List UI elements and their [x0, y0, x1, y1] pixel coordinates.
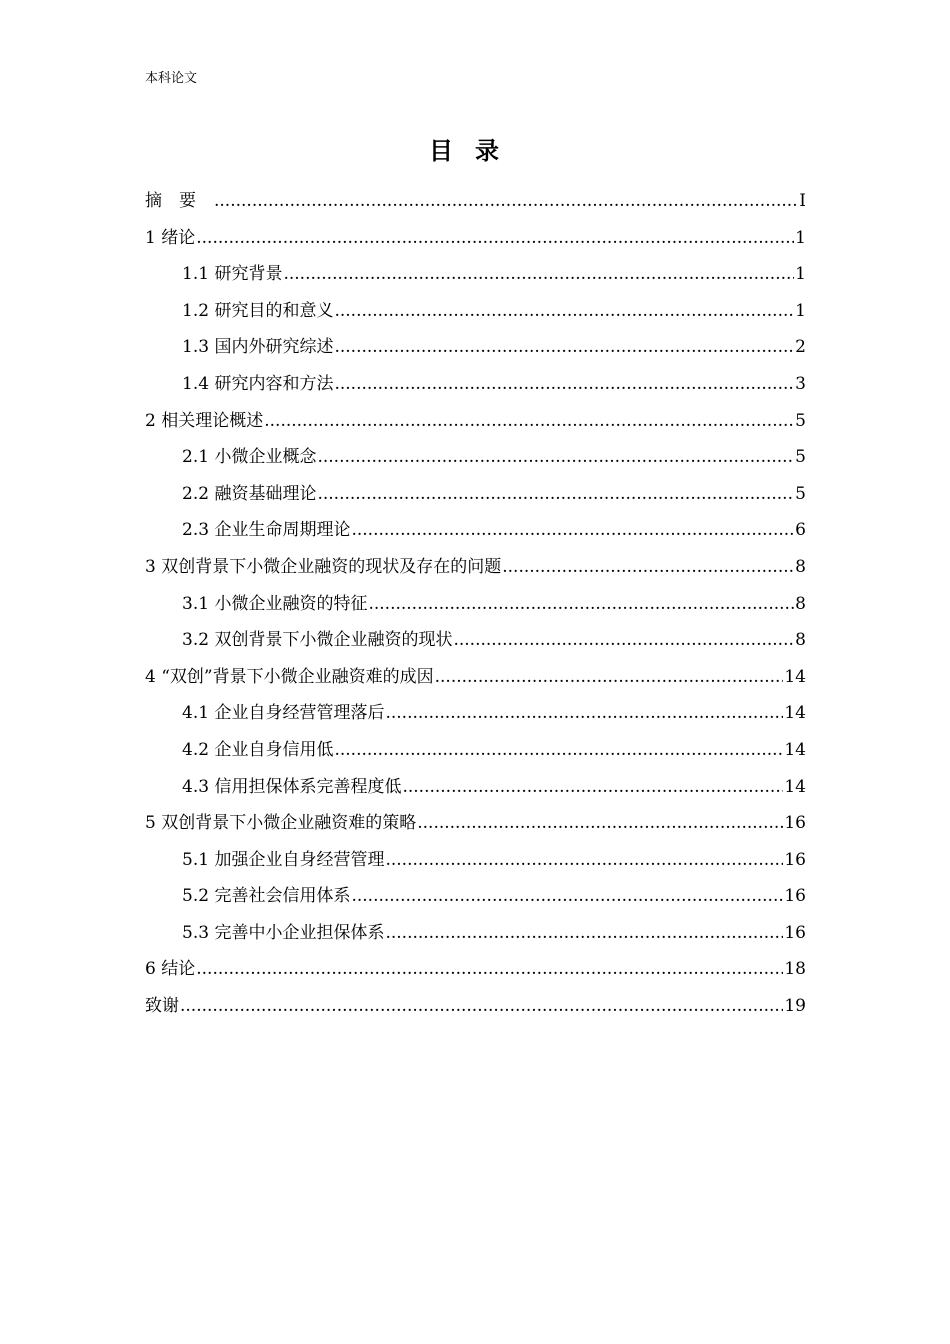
toc-dot-leader — [502, 554, 794, 580]
toc-entry-label: 3.1 小微企业融资的特征 — [182, 593, 368, 614]
toc-dot-leader — [317, 444, 794, 470]
toc-dot-leader — [196, 225, 794, 251]
toc-dot-leader — [385, 700, 783, 726]
toc-entry[interactable] — [145, 627, 806, 664]
toc-entry[interactable] — [145, 444, 806, 481]
toc-entry-label: 3 双创背景下小微企业融资的现状及存在的问题 — [145, 556, 502, 577]
toc-entry[interactable] — [145, 225, 806, 262]
toc-entry-page-number: 5 — [795, 483, 806, 504]
toc-dot-leader — [264, 408, 794, 434]
toc-entry-page-number: 1 — [795, 300, 806, 321]
toc-entry-label: 2.2 融资基础理论 — [182, 483, 317, 504]
toc-entry-label: 4.3 信用担保体系完善程度低 — [182, 776, 402, 797]
toc-entry-page-number: 1 — [795, 227, 806, 248]
toc-entry-page-number: 3 — [795, 373, 806, 394]
toc-entry-page-number: 16 — [784, 813, 806, 834]
toc-entry-label: 4.1 企业自身经营管理落后 — [182, 703, 385, 724]
toc-entry-label: 2 相关理论概述 — [145, 410, 264, 431]
toc-entry-label: 3.2 双创背景下小微企业融资的现状 — [182, 630, 453, 651]
toc-entry-page-number: 14 — [784, 703, 806, 724]
toc-entry-page-number: 2 — [795, 337, 806, 358]
toc-entry[interactable] — [145, 298, 806, 335]
toc-entry[interactable] — [145, 517, 806, 554]
toc-entry-label: 4 “双创”背景下小微企业融资难的成因 — [145, 666, 434, 687]
toc-entry-page-number: 16 — [784, 886, 806, 907]
toc-dot-leader — [334, 334, 794, 360]
toc-entry[interactable] — [145, 408, 806, 445]
toc-entry-page-number: 14 — [784, 776, 806, 797]
toc-entry[interactable] — [145, 664, 806, 701]
toc-entry-page-number: 19 — [784, 996, 806, 1017]
toc-entry-label: 2.1 小微企业概念 — [182, 447, 317, 468]
toc-entry-page-number: 14 — [784, 739, 806, 760]
toc-entry[interactable] — [145, 883, 806, 920]
toc-entry-page-number: 5 — [795, 410, 806, 431]
toc-entry-page-number: 8 — [795, 556, 806, 577]
toc-dot-leader — [417, 810, 783, 836]
toc-entry[interactable] — [145, 847, 806, 884]
toc-entry-page-number: 1 — [795, 264, 806, 285]
toc-entry-label: 4.2 企业自身信用低 — [182, 739, 334, 760]
toc-entry-label: 6 结论 — [145, 959, 196, 980]
toc-entry-page-number: 6 — [795, 520, 806, 541]
toc-dot-leader — [351, 883, 783, 909]
toc-dot-leader — [351, 517, 794, 543]
toc-dot-leader — [180, 993, 783, 1019]
toc-dot-leader — [453, 627, 794, 653]
toc-entry[interactable] — [145, 993, 806, 1030]
toc-entry-page-number: 16 — [784, 849, 806, 870]
toc-entry-label: 1 绪论 — [145, 227, 196, 248]
toc-entry-label: 摘要 — [145, 191, 213, 211]
toc-title: 目录 — [429, 136, 521, 165]
toc-entry-label: 1.3 国内外研究综述 — [182, 337, 334, 358]
toc-dot-leader — [334, 298, 794, 324]
toc-dot-leader — [368, 591, 794, 617]
toc-entry-label: 5 双创背景下小微企业融资难的策略 — [145, 813, 417, 834]
toc-dot-leader — [402, 774, 783, 800]
toc-entry[interactable] — [145, 188, 806, 225]
toc-entry[interactable] — [145, 591, 806, 628]
toc-dot-leader — [385, 920, 783, 946]
toc-entry-label: 1.2 研究目的和意义 — [182, 300, 334, 321]
toc-entry[interactable] — [145, 334, 806, 371]
toc-entry-label: 5.2 完善社会信用体系 — [182, 886, 351, 907]
toc-dot-leader — [283, 261, 794, 287]
toc-dot-leader — [385, 847, 783, 873]
toc-dot-leader — [214, 188, 798, 214]
toc-entry-label: 致谢 — [145, 996, 179, 1017]
toc-entry-page-number: 5 — [795, 447, 806, 468]
toc-entry-page-number: 8 — [795, 630, 806, 651]
toc-dot-leader — [435, 664, 784, 690]
toc-entry[interactable] — [145, 920, 806, 957]
toc-entry[interactable] — [145, 481, 806, 518]
toc-entry-label: 1.4 研究内容和方法 — [182, 373, 334, 394]
toc-entry-page-number: 18 — [784, 959, 806, 980]
toc-entry[interactable] — [145, 261, 806, 298]
toc-entry-page-number: I — [799, 191, 806, 211]
toc-entry-page-number: 16 — [784, 922, 806, 943]
toc-dot-leader — [317, 481, 794, 507]
toc-entry-page-number: 8 — [795, 593, 806, 614]
toc-entry[interactable] — [145, 774, 806, 811]
toc-dot-leader — [334, 737, 783, 763]
toc-dot-leader — [196, 956, 783, 982]
toc-dot-leader — [334, 371, 794, 397]
toc-entry[interactable] — [145, 371, 806, 408]
toc-entry[interactable] — [145, 810, 806, 847]
toc-entry[interactable] — [145, 737, 806, 774]
toc-entry-label: 1.1 研究背景 — [182, 264, 283, 285]
page-header: 本科论文 — [145, 71, 198, 86]
toc-entry-label: 5.3 完善中小企业担保体系 — [182, 922, 385, 943]
toc-entry[interactable] — [145, 956, 806, 993]
toc-entry[interactable] — [145, 554, 806, 591]
toc-entry-label: 5.1 加强企业自身经营管理 — [182, 849, 385, 870]
toc-entry-page-number: 14 — [784, 666, 806, 687]
toc-entry[interactable] — [145, 700, 806, 737]
toc-entry-label: 2.3 企业生命周期理论 — [182, 520, 351, 541]
table-of-contents — [145, 188, 806, 1030]
